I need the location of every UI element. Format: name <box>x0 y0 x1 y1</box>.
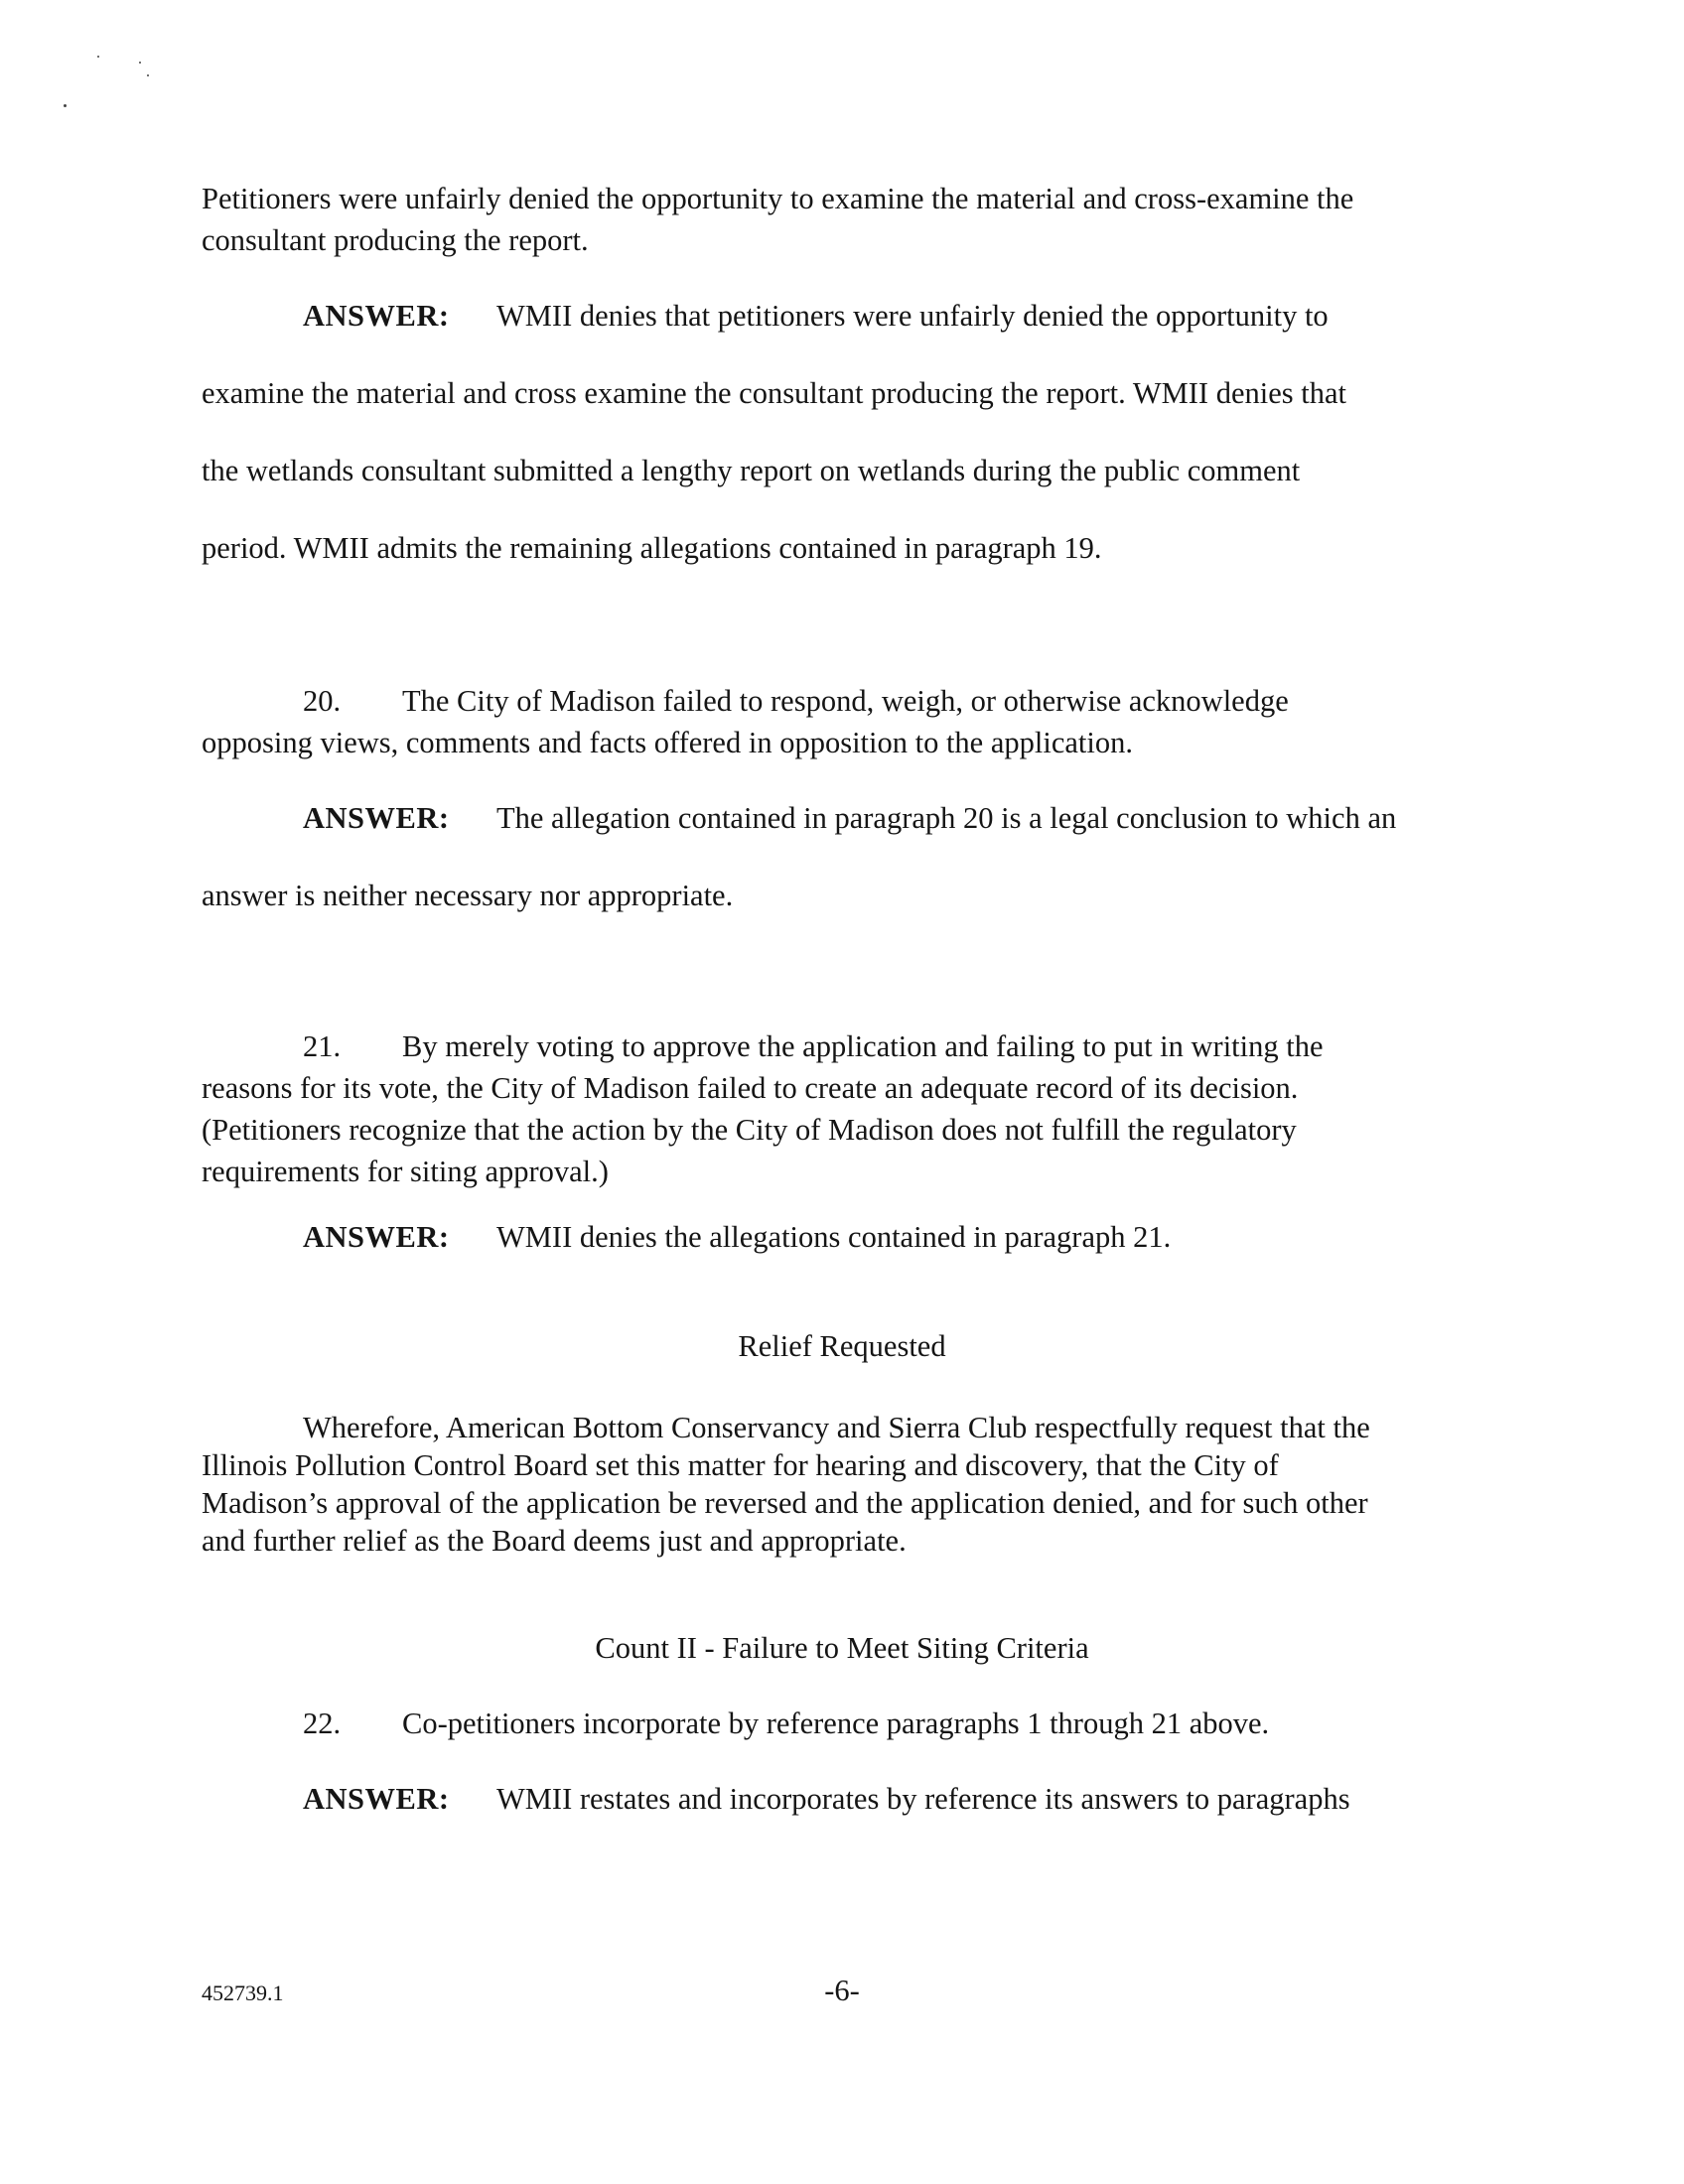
paragraph-number: 20. <box>303 684 342 718</box>
scan-speck <box>147 74 149 76</box>
answer-20-first-line <box>303 798 1396 838</box>
answer-19-line: examine the material and cross examine the consultant producing the report. WMII denies that <box>202 376 1346 410</box>
answer-19-line: period. WMII admits the remaining allegations contained in paragraph 19. <box>202 531 1102 565</box>
relief-heading: Relief Requested <box>738 1329 946 1363</box>
paragraph-number: 22. <box>303 1706 342 1740</box>
answer-label: ANSWER: <box>303 1782 450 1816</box>
paragraph-20-text: The City of Madison failed to respond, weigh, or otherwise acknowledge <box>402 684 1289 718</box>
paragraph-19-line: Petitioners were unfairly denied the opportunity to examine the material and cross-examine the <box>202 182 1354 215</box>
answer-19-first-line <box>303 296 1329 336</box>
scan-speck <box>97 56 99 58</box>
paragraph-21-line: (Petitioners recognize that the action by the City of Madison does not fulfill the regulatory <box>202 1113 1297 1147</box>
relief-line: Illinois Pollution Control Board set this matter for hearing and discovery, that the City of <box>202 1448 1279 1482</box>
relief-line: and further relief as the Board deems just and appropriate. <box>202 1524 907 1558</box>
paragraph-21-line: reasons for its vote, the City of Madison failed to create an adequate record of its decision. <box>202 1071 1299 1105</box>
answer-19-line: the wetlands consultant submitted a lengthy report on wetlands during the public comment <box>202 454 1301 487</box>
answer-20-line: answer is neither necessary nor appropriate. <box>202 879 734 912</box>
paragraph-21-line: requirements for siting approval.) <box>202 1155 609 1188</box>
scan-speck <box>139 62 141 64</box>
paragraph-19-line: consultant producing the report. <box>202 223 589 257</box>
paragraph-22-line <box>303 1704 1269 1743</box>
answer-label: ANSWER: <box>303 1220 450 1254</box>
document-id: 452739.1 <box>202 1980 284 2005</box>
paragraph-number: 21. <box>303 1029 342 1063</box>
paragraph-20-line: opposing views, comments and facts offered in opposition to the application. <box>202 726 1133 759</box>
paragraph-20-first-line <box>303 681 1289 721</box>
paragraph-21-first-line <box>303 1026 1324 1066</box>
paragraph-21-text: By merely voting to approve the application and failing to put in writing the <box>402 1029 1324 1063</box>
answer-22-text: WMII restates and incorporates by reference its answers to paragraphs <box>496 1782 1350 1816</box>
page-number: -6- <box>824 1974 860 2007</box>
scan-speck <box>64 104 67 107</box>
answer-22-first-line <box>303 1779 1350 1819</box>
relief-first-line: Wherefore, American Bottom Conservancy and Sierra Club respectfully request that the <box>303 1411 1370 1444</box>
answer-21-text: WMII denies the allegations contained in paragraph 21. <box>496 1220 1172 1254</box>
paragraph-22-text: Co-petitioners incorporate by reference paragraphs 1 through 21 above. <box>402 1706 1270 1740</box>
answer-label: ANSWER: <box>303 801 450 835</box>
relief-line: Madison’s approval of the application be reversed and the application denied, and for such other <box>202 1486 1368 1520</box>
answer-label: ANSWER: <box>303 299 450 333</box>
answer-20-text: The allegation contained in paragraph 20 is a legal conclusion to which an <box>496 801 1397 835</box>
count-2-heading: Count II - Failure to Meet Siting Criteria <box>595 1631 1089 1665</box>
answer-21-first-line <box>303 1217 1171 1257</box>
answer-19-text: WMII denies that petitioners were unfairly denied the opportunity to <box>496 299 1329 333</box>
